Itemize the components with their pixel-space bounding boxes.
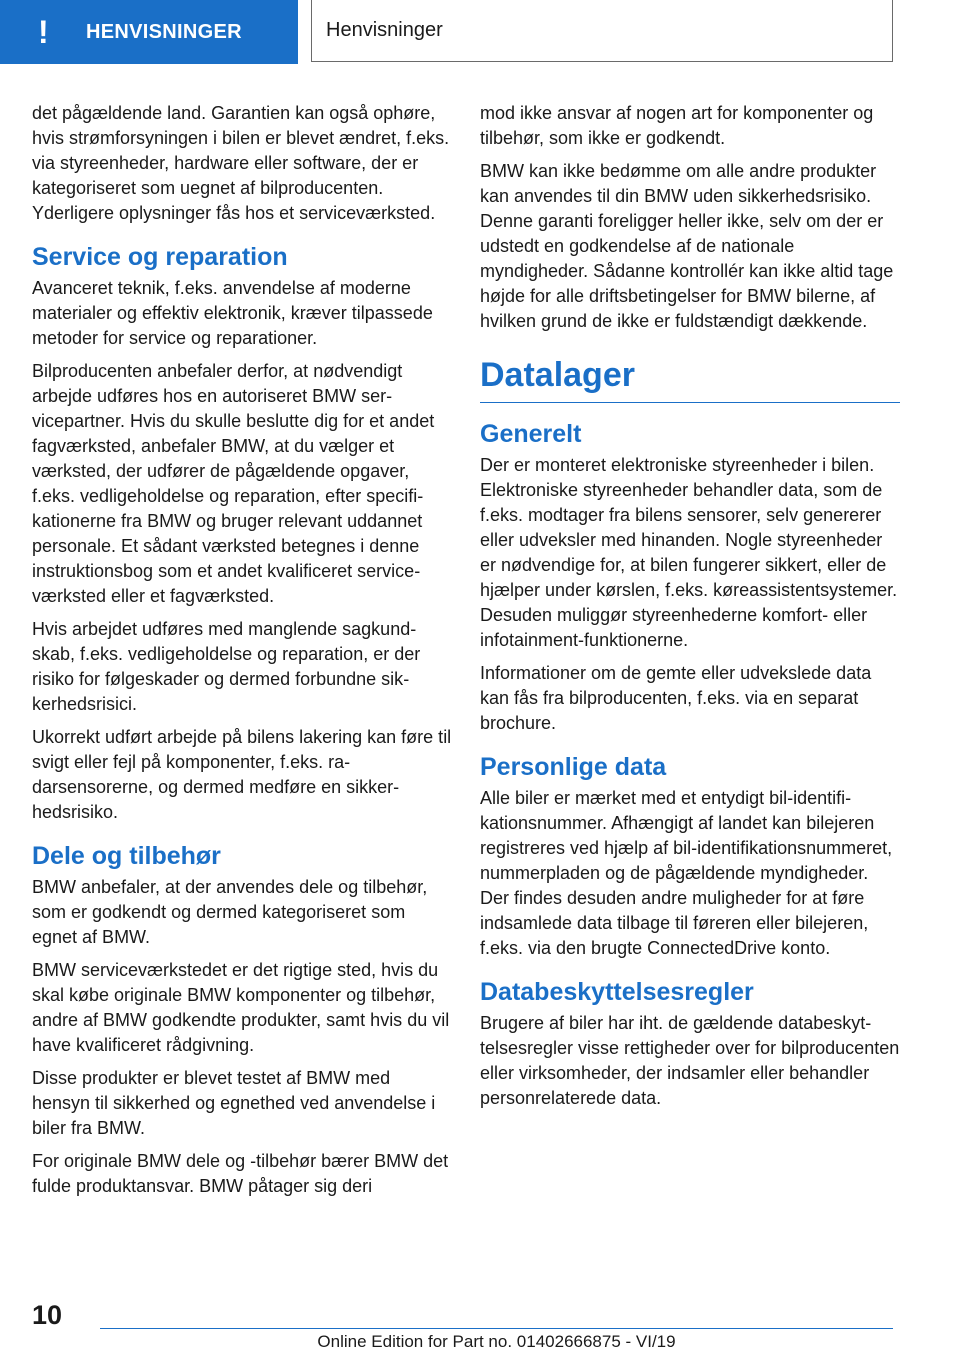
chapter-tab-label: HENVISNINGER — [86, 20, 242, 43]
heading-service: Service og reparation — [32, 243, 288, 271]
paragraph: Bilproducenten anbefaler derfor, at nødvendigt arbejde udføres hos en autoriseret BMW servicepartner. Hvis du skulle beslutte dig for et andet fagværksted, anbefaler BMW, at du vælger et værksted, der udfører de pågældende opgaver, f.eks. vedligeholdelse og reparation, efter specifikationerne fra BMW og bruger relevant uddannet personale. Et sådant værksted betegnes i denne instruktionsbog som et andet kvalificeret serviceværksted eller et fagværksted. — [32, 361, 435, 606]
heading-generelt: Generelt — [480, 420, 582, 448]
paragraph: BMW anbefaler, at der anvendes dele og tilbehør, som er godkendt og dermed kategoriseret som egnet af BMW. — [32, 877, 428, 947]
warning-icon: ! — [38, 14, 49, 50]
paragraph: Avanceret teknik, f.eks. anvendelse af moderne materialer og effektiv elektronik, kræver tilpassede metoder for service og reparationer. — [32, 278, 433, 348]
footer-divider — [100, 1328, 893, 1329]
heading-dele: Dele og tilbehør — [32, 842, 221, 870]
paragraph: Disse produkter er blevet testet af BMW med hensyn til sikkerhed og egnethed ved anvendelse i biler fra BMW. — [32, 1068, 436, 1138]
paragraph: det pågældende land. Garantien kan også ophøre, hvis strømforsyningen i bilen er blevet ændret, f.eks. via styreenheder, hardware eller software, der er kategoriseret som uegnet af bilproducenten. Yderligere oplysninger fås hos et serviceværksted. — [32, 103, 450, 223]
page-number: 10 — [32, 1300, 63, 1330]
paragraph: BMW kan ikke bedømme om alle andre produkter kan anvendes til din BMW uden sikkerhedsrisiko. Denne garanti foreligger heller ikke, selv om der er udstedt en godkendelse af de nationale myndigheder. Sådanne kontrollér kan ikke altid tage højde for alle driftsbetingelser for BMW bilerne, af hvilken grund de ikke er fuldstændigt dækkende. — [480, 161, 894, 331]
paragraph: Informationer om de gemte eller udvekslede data kan fås fra bilproducenten, f.eks. via en separat brochure. — [480, 663, 872, 733]
heading-datalager: Datalager — [480, 354, 900, 403]
heading-personlige-data: Personlige data — [480, 753, 667, 781]
paragraph: For originale BMW dele og -tilbehør bærer BMW det fulde produktansvar. BMW påtager sig deri — [32, 1151, 449, 1196]
paragraph: BMW serviceværkstedet er det rigtige sted, hvis du skal købe originale BMW komponenter og tilbehør, andre af BMW godkendte produkter, samt hvis du vil have kvalificeret rådgivning. — [32, 960, 450, 1055]
paragraph: Alle biler er mærket med et entydigt bil-identifikationsnummer. Afhængigt af landet kan bilejeren registreres ved hjælp af bil-identifikationsnummeret, nummerpladen og de pågældende myndigheder. Der findes desuden andre muligheder for at føre indsamlede data tilbage til føreren eller bilejeren, f.eks. via den brugte ConnectedDrive konto. — [480, 788, 893, 958]
heading-databeskyttelsesregler: Databeskyttelsesregler — [480, 978, 754, 1006]
section-title: Henvisninger — [326, 19, 443, 41]
paragraph: mod ikke ansvar af nogen art for komponenter og tilbehør, som ikke er godkendt. — [480, 103, 874, 148]
paragraph: Ukorrekt udført arbejde på bilens lakering kan føre til svigt eller fejl på komponenter, f.eks. radarsensorerne, og dermed medføre en sikkerhedsrisiko. — [32, 727, 452, 822]
paragraph: Der er monteret elektroniske styreenheder i bilen. Elektroniske styreenheder behandler data, som de f.eks. modtager fra bilens sensorer, selv genererer eller udveksler med hinanden. Nogle styreenheder er nødvendige for, at bilen fungerer sikkert, eller de hjælper under kørslen, f.eks. køreassistentsystemer. Desuden muliggør styreenhederne komfort- eller infotainment-funktionerne. — [480, 455, 898, 650]
right-column — [480, 101, 900, 1119]
left-column — [32, 101, 452, 1207]
paragraph: Hvis arbejdet udføres med manglende sagkundskab, f.eks. vedligeholdelse og reparation, er der risiko for følgeskader og dermed forbundne sikkerhedsrisici. — [32, 619, 421, 714]
section-title-box — [311, 0, 893, 62]
chapter-tab — [0, 0, 298, 64]
footer-edition-text: Online Edition for Part no. 01402666875 - VI/19 — [317, 1332, 676, 1351]
paragraph: Brugere af biler har iht. de gældende databeskyttelsesregler visse rettigheder over for bilproducenten eller virksomheder, der indsamler eller behandler personrelaterede data. — [480, 1013, 900, 1108]
